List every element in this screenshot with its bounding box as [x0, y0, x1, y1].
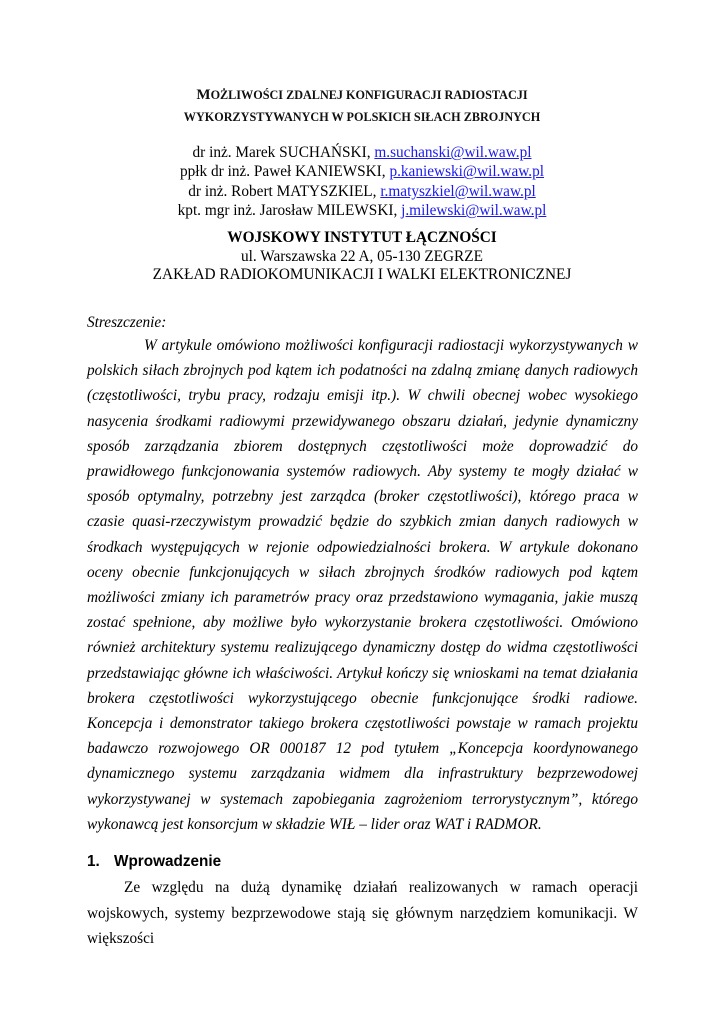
author-line — [0, 201, 724, 220]
section-title: Wprowadzenie — [114, 853, 222, 870]
author-email-link[interactable]: r.matyszkiel@wil.waw.pl — [380, 182, 536, 200]
author-email-link[interactable]: p.kaniewski@wil.waw.pl — [389, 163, 545, 181]
author-line — [0, 162, 724, 181]
abstract-label: Streszczenie: — [87, 314, 167, 331]
section-heading — [87, 853, 221, 871]
section-number: 1. — [87, 853, 100, 870]
title-initial-capital: M — [196, 87, 211, 103]
paper-title-line-2: WYKORZYSTYWANYCH W POLSKICH SIŁACH ZBROJNYCH — [183, 110, 541, 124]
institution-address: ul. Warszawska 22 A, 05-130 ZEGRZE — [241, 247, 483, 265]
author-email-link[interactable]: j.milewski@wil.waw.pl — [401, 202, 547, 220]
body-paragraph: Ze względu na dużą dynamikę działań realizowanych w ramach operacji wojskowych, systemy bezprzewodowe stają się głównym narzędziem komunikacji. W większości — [87, 879, 638, 947]
paper-title-line-1 — [0, 87, 724, 104]
author-line — [0, 182, 724, 201]
author-email-link[interactable]: m.suchanski@wil.waw.pl — [374, 144, 532, 161]
author-line — [0, 143, 724, 162]
institution-department: ZAKŁAD RADIOKOMUNIKACJI I WALKI ELEKTRONICZNEJ — [152, 266, 572, 283]
author-name: dr inż. Robert MATYSZKIEL, — [188, 182, 381, 200]
author-name: dr inż. Marek SUCHAŃSKI, — [192, 144, 375, 161]
institution-name: WOJSKOWY INSTYTUT ŁĄCZNOŚCI — [227, 229, 497, 246]
author-name: ppłk dr inż. Paweł KANIEWSKI, — [179, 163, 390, 181]
abstract-text: W artykule omówiono możliwości konfiguracji radiostacji wykorzystywanych w polskich siłach zbrojnych pod kątem ich podatności na zdalną zmianę danych radiowych (częstotliwości, trybu pracy, rodzaju emisji itp.). W chwili obecnej wobec wysokiego nasycenia środkami radiowymi przewidywanego obszaru działań, jedynie dynamiczny sposób zarządzania zbiorem dostępnych częstotliwości może doprowadzić do prawidłowego funkcjonowania systemów radiowych. Aby systemy te mogły działać w sposób optymalny, potrzebny jest zarządca (broker częstotliwości), którego praca w czasie quasi-rzeczywistym prowadzić będzie do szybkich zmian danych radiowych w środkach występujących w rejonie odpowiedzialności brokera. W artykule dokonano oceny obecnie funkcjonujących w siłach zbrojnych środków radiowych pod kątem możliwości zmiany ich parametrów pracy oraz przedstawiono wymagania, jakie muszą zostać spełnione, aby możliwe było wykorzystanie brokera częstotliwości. Omówiono również architektury systemu realizującego dynamiczny dostęp do widma częstotliwości przedstawiając główne ich właściwości. Artykuł kończy się wnioskami na temat działania brokera częstotliwości wykorzystującego obecnie funkcjonujące środki radiowe. Koncepcja i demonstrator takiego brokera częstotliwości powstaje w ramach projektu badawczo rozwojowego OR 000187 12 pod tytułem „Koncepcja koordynowanego dynamicznego systemu zarządzania widmem dla infrastruktury bezprzewodowej wykorzystywanej w systemach zapobiegania zagrożeniom terrorystycznym”, którego wykonawcą jest konsorcjum w składzie WIŁ – lider oraz WAT i RADMOR. — [87, 337, 638, 833]
author-list — [0, 143, 724, 221]
institution-block — [0, 229, 724, 285]
title-rest: OŻLIWOŚCI ZDALNEJ KONFIGURACJI RADIOSTACJI — [210, 88, 528, 102]
author-name: kpt. mgr inż. Jarosław MILEWSKI, — [177, 202, 402, 220]
